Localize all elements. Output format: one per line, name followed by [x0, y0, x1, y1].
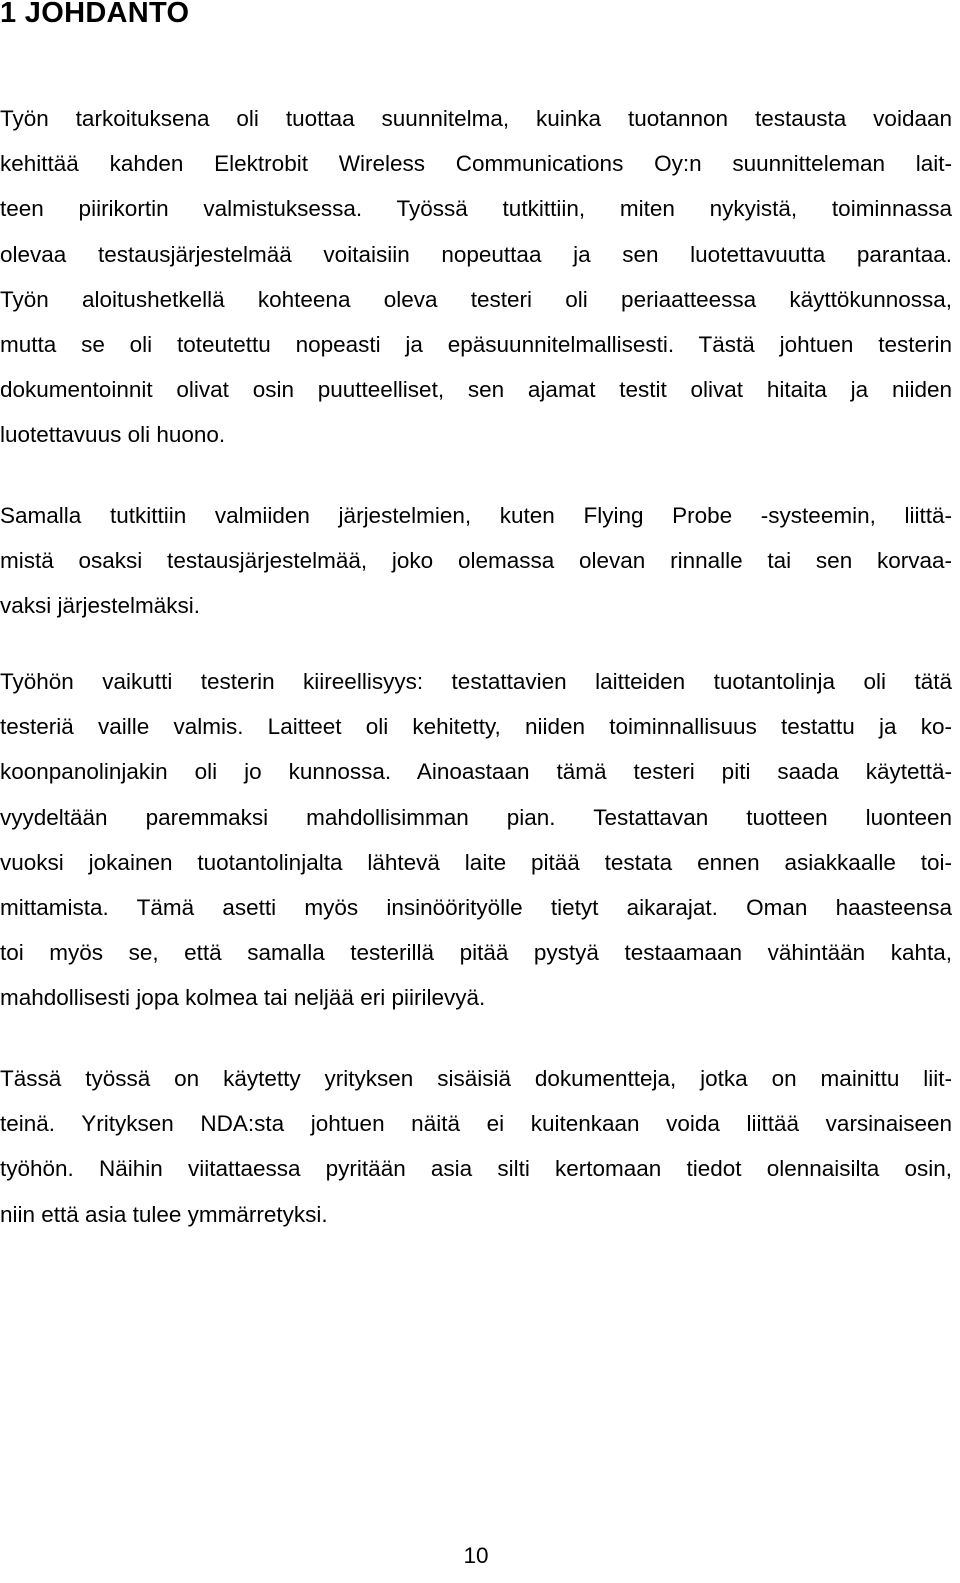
text-line: olevaa testausjärjestelmää voitaisiin nopeuttaa ja sen luotettavuutta parantaa. — [0, 241, 952, 267]
text-line: vyydeltään paremmaksi mahdollisimman pian. Testattavan tuotteen luonteen — [0, 804, 952, 830]
text-line: teinä. Yrityksen NDA:sta johtuen näitä ei kuitenkaan voida liittää varsinaiseen — [0, 1111, 952, 1137]
paragraph-4 — [0, 1056, 952, 1237]
text-line: niin että asia tulee ymmärretyksi. — [0, 1201, 328, 1227]
text-line: vuoksi jokainen tuotantolinjalta lähtevä laite pitää testata ennen asiakkaalle toi- — [0, 849, 952, 875]
paragraph-2 — [0, 493, 952, 629]
text-line: mistä osaksi testausjärjestelmää, joko olemassa olevan rinnalle tai sen korvaa- — [0, 548, 952, 574]
text-line: mahdollisesti jopa kolmea tai neljää eri piirilevyä. — [0, 985, 486, 1011]
text-line: koonpanolinjakin oli jo kunnossa. Ainoastaan tämä testeri piti saada käytettä- — [0, 759, 952, 785]
text-line: luotettavuus oli huono. — [0, 422, 226, 448]
page-number: 10 — [463, 1543, 489, 1568]
text-line: Työhön vaikutti testerin kiireellisyys: testattavien laitteiden tuotantolinja oli tätä — [0, 669, 952, 694]
text-line: Työn tarkoituksena oli tuottaa suunnitelma, kuinka tuotannon testausta voidaan — [0, 106, 952, 131]
paragraph-3 — [0, 659, 952, 1021]
text-line: teen piirikortin valmistuksessa. Työssä tutkittiin, miten nykyistä, toiminnassa — [0, 196, 952, 222]
text-line: Työn aloitushetkellä kohteena oleva testeri oli periaatteessa käyttökunnossa, — [0, 286, 952, 312]
chapter-heading: 1 JOHDANTO — [0, 0, 190, 29]
text-line: dokumentoinnit olivat osin puutteelliset, sen ajamat testit olivat hitaita ja niiden — [0, 377, 952, 403]
text-line: mittamista. Tämä asetti myös insinöörityölle tietyt aikarajat. Oman haasteensa — [0, 894, 952, 920]
text-line: mutta se oli toteutettu nopeasti ja epäsuunnitelmallisesti. Tästä johtuen testerin — [0, 331, 952, 357]
text-line: työhön. Näihin viitattaessa pyritään asia silti kertomaan tiedot olennaisilta osin, — [0, 1156, 952, 1182]
text-line: vaksi järjestelmäksi. — [0, 593, 201, 619]
paragraph-1 — [0, 96, 952, 458]
text-line: Tässä työssä on käytetty yrityksen sisäisiä dokumentteja, jotka on mainittu liit- — [0, 1066, 952, 1091]
text-line: testeriä vaille valmis. Laitteet oli kehitetty, niiden toiminnallisuus testattu ja ko- — [0, 714, 952, 740]
text-line: Samalla tutkittiin valmiiden järjestelmien, kuten Flying Probe -systeemin, liittä- — [0, 503, 952, 528]
text-line: toi myös se, että samalla testerillä pitää pystyä testaamaan vähintään kahta, — [0, 940, 952, 966]
text-line: kehittää kahden Elektrobit Wireless Communications Oy:n suunnitteleman lait- — [0, 151, 952, 177]
